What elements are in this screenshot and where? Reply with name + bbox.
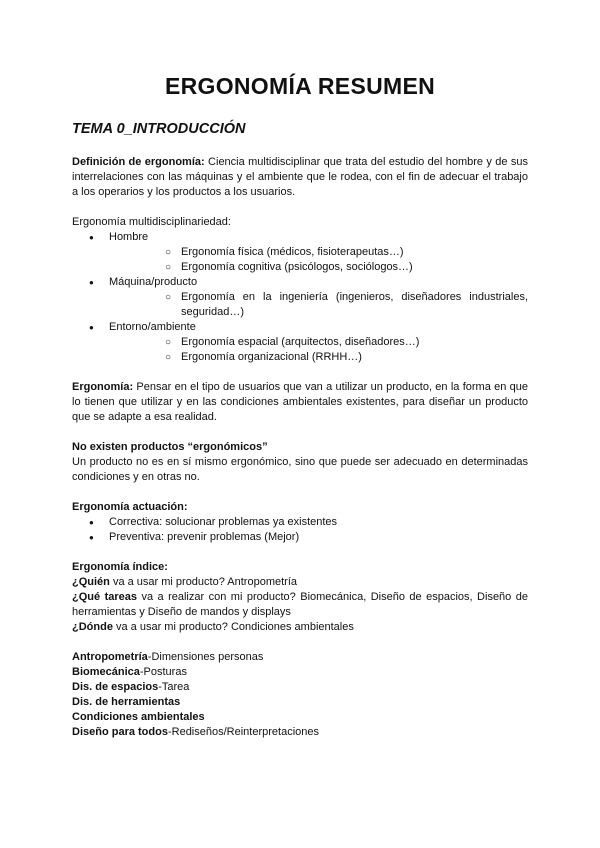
glossary-line: Dis. de herramientas — [72, 696, 181, 708]
definition-paragraph — [72, 155, 528, 200]
multidisciplinar-list — [72, 230, 528, 365]
ergonomia-text: Pensar en el tipo de usuarios que van a utilizar un producto, en la forma en que lo tienen que utilizar y en las condiciones ambientales existentes, para diseñar un producto que se adapte a esa realidad. — [72, 381, 528, 423]
no-existen-heading: No existen productos “ergonómicos” — [72, 441, 268, 453]
glossary-line: Biomecánica-Posturas — [72, 666, 187, 678]
indice-line: ¿Dónde va a usar mi producto? Condiciones ambientales — [72, 621, 354, 633]
actuacion-heading: Ergonomía actuación: — [72, 501, 188, 513]
actuacion-list — [72, 515, 528, 545]
document-body — [72, 155, 528, 740]
sub-list-item: ○ Ergonomía cognitiva (psicólogos, sociólogos…) — [109, 260, 528, 275]
glossary-line: Dis. de espacios-Tarea — [72, 681, 190, 693]
no-existen-text: Un producto no es en sí mismo ergonómico, sino que puede ser adecuado en determinadas condiciones y en otras no. — [72, 456, 528, 483]
sub-list-item: ○ Ergonomía organizacional (RRHH…) — [109, 350, 528, 365]
list-item — [72, 320, 528, 365]
definition-text: Ciencia multidisciplinar que trata del estudio del hombre y de sus interrelaciones con las máquinas y el ambiente que le rodea, con el fin de adecuar el trabajo a los operarios y los productos a los usuarios. — [72, 156, 529, 198]
glossary-line: Condiciones ambientales — [72, 711, 205, 723]
definition-label: Definición de ergonomía: — [72, 156, 205, 168]
section-heading: TEMA 0_INTRODUCCIÓN — [72, 121, 246, 137]
page-title: ERGONOMÍA RESUMEN — [164, 73, 436, 99]
list-item-label: Máquina/producto — [109, 276, 198, 288]
list-item-label: Entorno/ambiente — [109, 321, 196, 333]
list-item-label: Hombre — [109, 231, 149, 243]
glossary-line: Antropometría-Dimensiones personas — [72, 651, 264, 663]
indice-line: ¿Qué tareas va a realizar con mi producto? Biomecánica, Diseño de espacios, Diseño de herramientas y Diseño de mandos y displays — [72, 591, 528, 618]
ergonomia-paragraph — [72, 380, 528, 425]
list-item — [72, 230, 528, 275]
list-item — [72, 275, 528, 320]
sub-list-item: ○ Ergonomía en la ingeniería (ingenieros, diseñadores industriales, seguridad…) — [109, 290, 528, 320]
indice-line: ¿Quién va a usar mi producto? Antropometría — [72, 576, 297, 588]
ergonomia-label: Ergonomía: — [72, 381, 134, 393]
multidisciplinar-heading: Ergonomía multidisciplinariedad: — [72, 216, 231, 228]
indice-heading: Ergonomía índice: — [72, 561, 168, 573]
glossary-line: Diseño para todos-Rediseños/Reinterpretaciones — [72, 726, 319, 738]
sub-list-item: ○ Ergonomía espacial (arquitectos, diseñadores…) — [109, 335, 528, 350]
list-item: ● Preventiva: prevenir problemas (Mejor) — [72, 530, 528, 545]
list-item: ● Correctiva: solucionar problemas ya existentes — [72, 515, 528, 530]
sub-list-item: ○ Ergonomía física (médicos, fisioterapeutas…) — [109, 245, 528, 260]
